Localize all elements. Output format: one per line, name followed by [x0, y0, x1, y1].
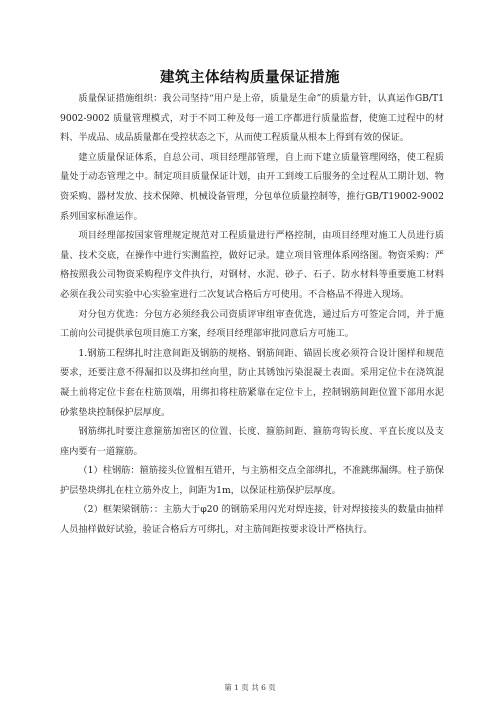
document-body: [60, 89, 444, 540]
paragraph-quality-organization: 质量保证措施组织：我公司坚持“用户是上帝，质量是生命”的质量方针，认真运作GB/T19002-9002 质量管理模式，对于不同工种及每一道工序都进行质量监督，使施工过程中的材料、半成品、成品质量都在受控状态之下，从而使工程质量从根本上得到有效的保证。: [60, 93, 444, 144]
paragraph-frame-beam-rebar: （2）框架梁钢筋：：主筋大于φ20 的钢筋采用闪光对焊连接，针对焊接接头的数量由抽样人员抽样做好试验，验证合格后方可绑扎，对主筋间距按要求设计严格执行。: [60, 504, 444, 536]
paragraph-quality-system: 建立质量保证体系，自总公司、项目经理部管理，自上而下建立质量管理网络，使工程质量处于动态管理之中。制定项目质量保证计划，由开工到竣工后服务的全过程从工期计划、物资采购、器材发放、技术保障、机械设备管理，分包单位质量控制等，推行GB/T19002-9002 系列国家标准运作。: [60, 151, 444, 222]
document-title: 建筑主体结构质量保证措施: [160, 70, 340, 86]
page-number-footer: 第 1 页 共 6 页: [224, 683, 276, 692]
paragraph-rebar-binding: 钢筋绑扎时要注意箍筋加密区的位置、长度、箍筋间距、箍筋弯钩长度、平直长度以及支座内要有一道箍筋。: [60, 426, 444, 457]
paragraph-subcontractor-selection: 对分包方优选：分包方必须经我公司资质评审组审查优选，通过后方可签定合同，并于施工前向公司提供承包项目施工方案，经项目经理部审批同意后方可施工。: [60, 308, 444, 340]
paragraph-rebar-work: 1.钢筋工程绑扎时注意间距及钢筋的规格、钢筋间距、锚固长度必须符合设计图样和规范要求，还要注意不得漏扣以及绑扣丝向里，防止其锈蚀污染混凝土表面。采用定位卡在浇筑混凝土前将定位卡套在柱筋顶端，用绑扣将柱筋紧靠在定位卡上，控制钢筋间距位置下部用水泥砂浆垫块控制保护层厚度。: [60, 347, 444, 418]
paragraph-column-rebar: （1）柱钢筋：箍筋接头位置相互错开，与主筋相交点全部绑扎，不准跳绑漏绑。柱子筋保护层垫块绑扎在柱立筋外皮上，间距为1m，以保证柱筋保护层厚度。: [60, 465, 444, 496]
paragraph-project-management: 项目经理部按国家管理规定规范对工程质量进行严格控制，由项目经理对施工人员进行质量、技术交底，在操作中进行实测监控，做好记录。建立项目管理体系网络图。物资采购：严格按照我公司物资采购程序文件执行，对钢材、水泥、砂子、石子、防水材料等重要施工材料必须在我公司实验中心实验室进行二次复试合格后方可使用。不合格品不得进入现场。: [60, 230, 444, 300]
